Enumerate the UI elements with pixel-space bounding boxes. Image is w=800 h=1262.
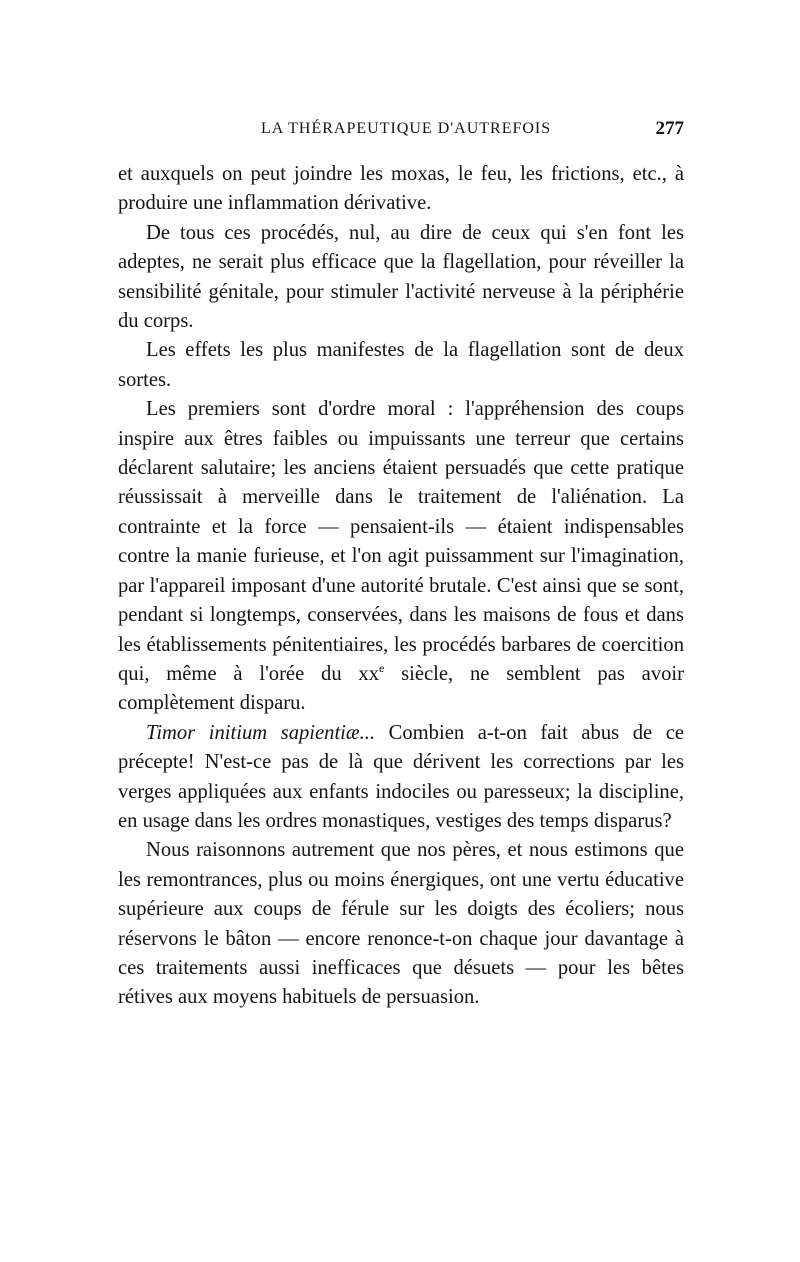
paragraph-effects: Les effets les plus manifestes de la flagellation sont de deux sortes. [118, 339, 684, 391]
paragraph-moral-order-text: Les premiers sont d'ordre moral : l'appréhension des coups inspire aux êtres faibles ou impuissants une terreur que certains déclarent salutaire; les anciens étaient persuadés que cette pratique réussissait à merveille dans le traitement de l'aliénation. La contrainte et la force — pensaient-ils — étaient indispensables contre la manie furieuse, et l'on agit puissamment sur l'imagination, par l'appareil imposant d'une autorité brutale. C'est ainsi que se sont, pendant si longtemps, conservées, dans les maisons de fous et dans les établissements pénitentiaires, les procédés barbares de coercition qui, même à l'orée du xx [118, 398, 684, 685]
page-number: 277 [655, 118, 684, 139]
body-text [118, 160, 684, 1013]
paragraph-moral-order [118, 395, 684, 718]
paragraph-procedures: De tous ces procédés, nul, au dire de ceux qui s'en font les adeptes, ne serait plus efficace que la flagellation, pour réveiller la sensibilité génitale, pour stimuler l'activité nerveuse à la périphérie du corps. [118, 221, 684, 333]
latin-quote: Timor initium sapientiæ... [146, 721, 376, 744]
paragraph-timor [118, 719, 684, 837]
book-page [118, 118, 684, 1013]
paragraph-continuation: et auxquels on peut joindre les moxas, le feu, les frictions, etc., à produire une inflammation dérivative. [118, 163, 684, 215]
running-title: LA THÉRAPEUTIQUE D'AUTREFOIS [261, 120, 552, 137]
paragraph-reasoning: Nous raisonnons autrement que nos pères, et nous estimons que les remontrances, plus ou moins énergiques, ont une vertu éducative supérieure aux coups de férule sur les doigts des écoliers; nous réservons le bâton — encore renonce-t-on chaque jour davantage à ces traitements aussi inefficaces que désuets — pour les bêtes rétives aux moyens habituels de persuasion. [118, 839, 684, 1009]
century-superscript: e [379, 661, 385, 676]
paragraph-moral-order-end: siècle, ne semblent pas avoir complètement disparu. [118, 662, 684, 715]
running-head [118, 118, 684, 148]
paragraph-timor-text: Combien a-t-on fait abus de ce précepte! N'est-ce pas de là que dérivent les corrections par les verges appliquées aux enfants indociles ou paresseux; la discipline, en usage dans les ordres monastiques, vestiges des temps disparus? [118, 721, 684, 832]
